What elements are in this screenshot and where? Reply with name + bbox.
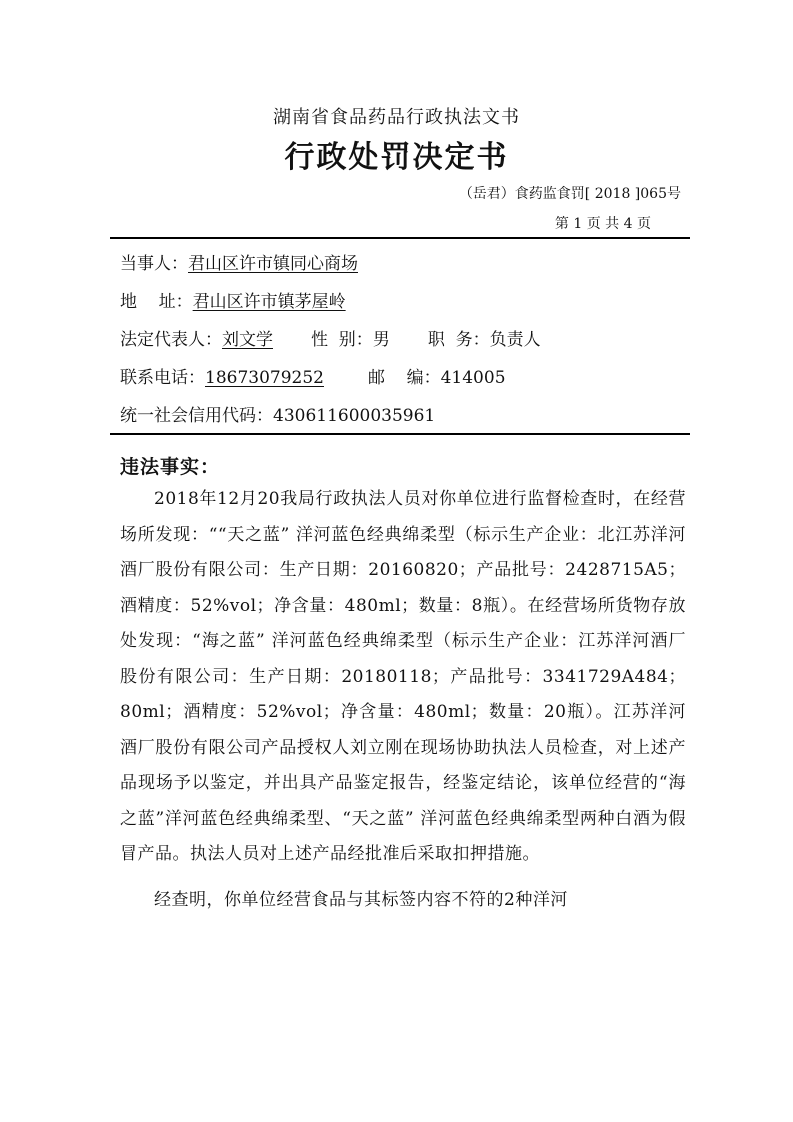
position-value: 负责人 <box>489 330 541 350</box>
document-series-name: 湖南省食品药品行政执法文书 <box>273 107 520 128</box>
address-label: 地 址： <box>120 292 193 312</box>
contact-row <box>120 361 690 399</box>
party-name-label: 当事人： <box>120 254 188 274</box>
legal-rep-row <box>120 323 690 361</box>
legal-rep-label: 法定代表人： <box>120 330 222 350</box>
document-number: （岳君）食药监食罚[ 2018 ]065号 <box>458 186 681 202</box>
credit-code-value: 430611600035961 <box>273 406 436 426</box>
phone-label: 联系电话： <box>120 368 205 388</box>
address-value: 君山区许市镇茅屋岭 <box>192 292 346 312</box>
party-name-row <box>120 247 690 285</box>
facts-heading: 违法事实： <box>120 456 221 478</box>
gender-value: 男 <box>372 330 390 350</box>
gender-label: 性 别： <box>311 330 373 350</box>
party-name-value: 君山区许市镇同心商场 <box>188 254 358 274</box>
facts-paragraph: 经查明，你单位经营食品与其标签内容不符的2种洋河 <box>154 889 568 910</box>
legal-rep-value: 刘文学 <box>222 330 273 350</box>
bottom-divider <box>110 433 690 435</box>
position-label: 职 务： <box>427 330 490 350</box>
address-row <box>120 285 690 323</box>
top-divider <box>110 237 690 239</box>
document-title: 行政处罚决定书 <box>284 140 509 175</box>
page-info: 第 1 页 共 4 页 <box>554 216 651 232</box>
facts-body <box>120 482 686 918</box>
party-info <box>120 247 690 437</box>
credit-code-label: 统一社会信用代码： <box>120 406 273 426</box>
postcode-value: 414005 <box>440 368 506 388</box>
credit-code-row <box>120 399 690 437</box>
postcode-label: 邮 编： <box>367 368 441 388</box>
facts-paragraph: 2018年12月20我局行政执法人员对你单位进行监督检查时，在经营场所发现：““天之蓝” 洋河蓝色经典绵柔型（标示生产企业：北江苏洋河酒厂股份有限公司：生产日期：20160820；产品批号：2428715A5；酒精度：52%vol；净含量：480ml；数量：8瓶）。在经营场所货物存放处发现：“海之蓝” 洋河蓝色经典绵柔型（标示生产企业：江苏洋河酒厂股份有限公司：生产日期：20180118；产品批号：3341729A484；80ml；酒精度：52%vol；净含量：480ml；数量：20瓶）。江苏洋河酒厂股份有限公司产品授权人刘立刚在现场协助执法人员检查，对上述产品现场予以鉴定，并出具产品鉴定报告，经鉴定结论，该单位经营的“海之蓝”洋河蓝色经典绵柔型、“天之蓝” 洋河蓝色经典绵柔型两种白酒为假冒产品。执法人员对上述产品经批准后采取扣押措施。 <box>120 489 686 864</box>
phone-value: 18673079252 <box>205 368 324 388</box>
